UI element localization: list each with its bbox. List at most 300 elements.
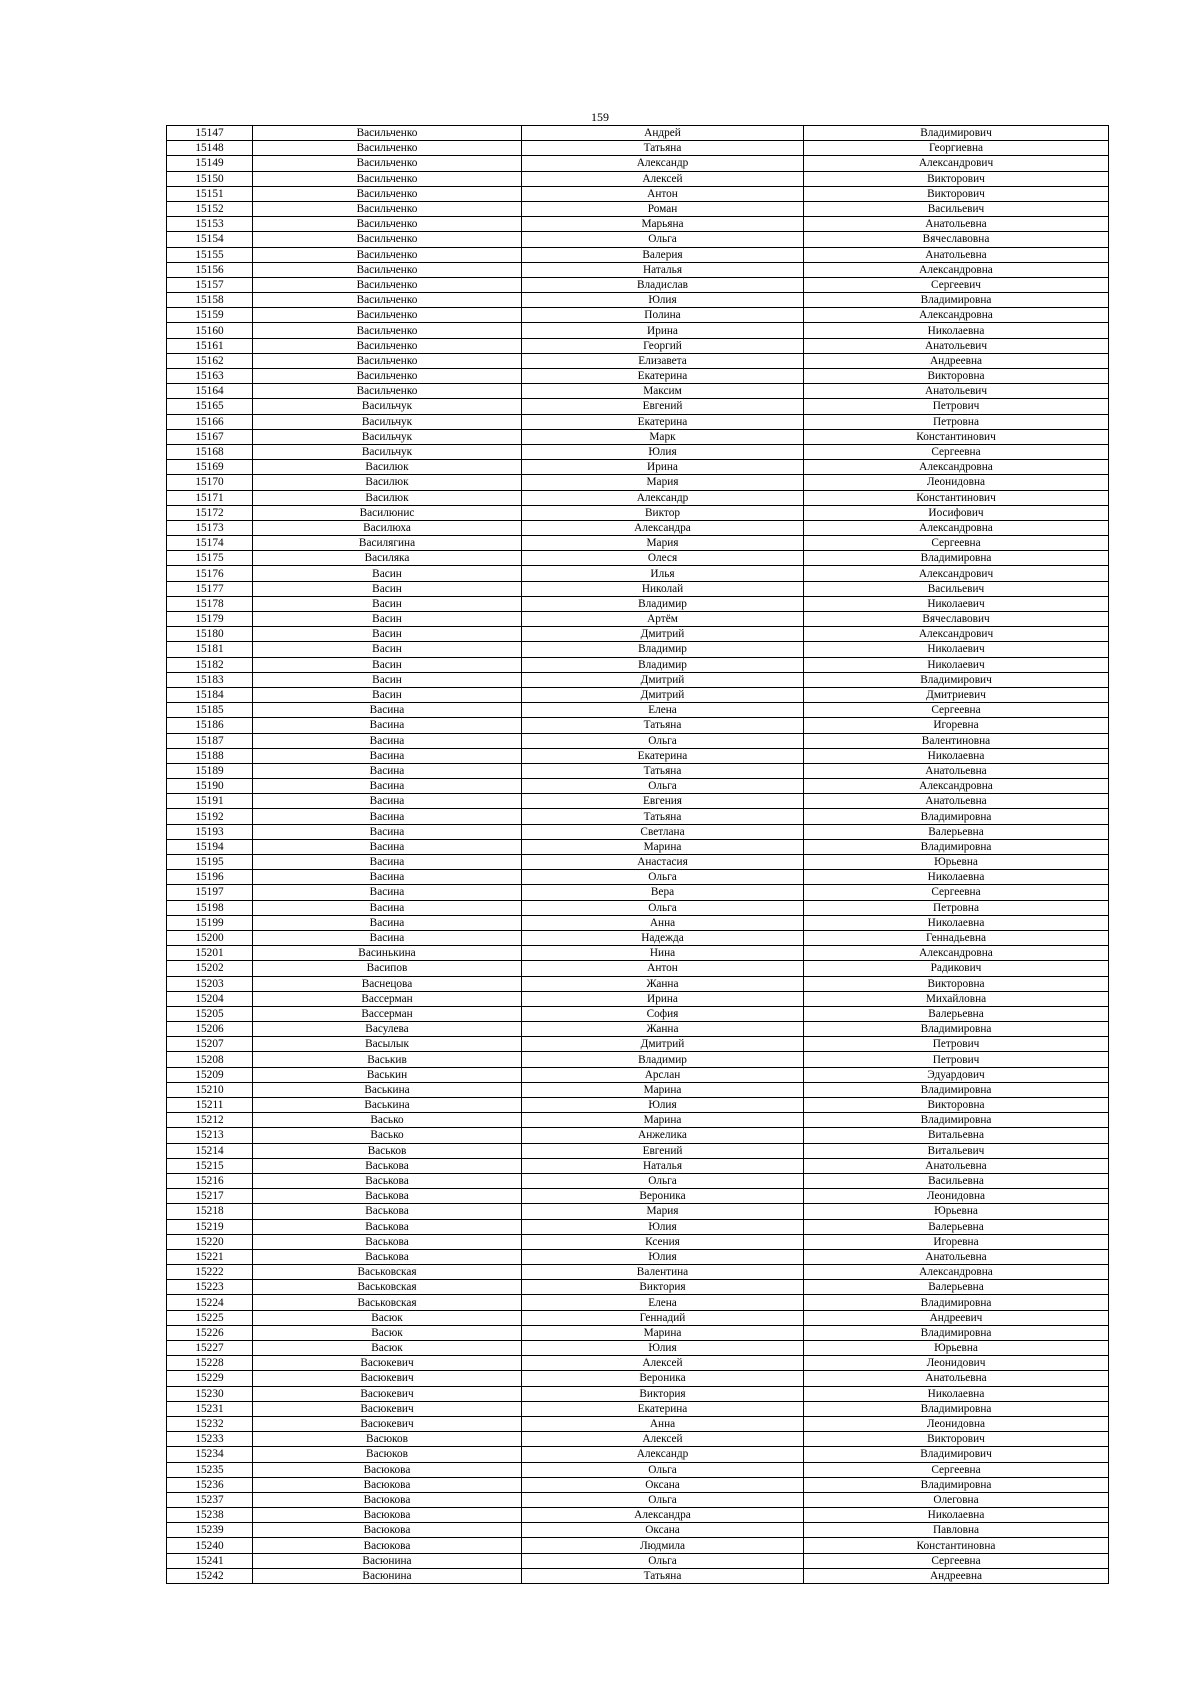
last-name-cell: Васильченко	[253, 353, 522, 368]
patronymic-cell: Юрьевна	[804, 855, 1109, 870]
last-name-cell: Васильченко	[253, 201, 522, 216]
first-name-cell: Евгений	[522, 399, 804, 414]
patronymic-cell: Петрович	[804, 1037, 1109, 1052]
record-number-cell: 15176	[167, 566, 253, 581]
table-row	[167, 1098, 1109, 1113]
first-name-cell: Георгий	[522, 338, 804, 353]
patronymic-cell: Владимировна	[804, 1022, 1109, 1037]
first-name-cell: Марьяна	[522, 217, 804, 232]
patronymic-cell: Викторович	[804, 1432, 1109, 1447]
record-number-cell: 15165	[167, 399, 253, 414]
patronymic-cell: Николаевич	[804, 596, 1109, 611]
record-number-cell: 15239	[167, 1523, 253, 1538]
record-number-cell: 15198	[167, 900, 253, 915]
table-row	[167, 1386, 1109, 1401]
record-number-cell: 15171	[167, 490, 253, 505]
last-name-cell: Вассерман	[253, 991, 522, 1006]
record-number-cell: 15238	[167, 1508, 253, 1523]
first-name-cell: Людмила	[522, 1538, 804, 1553]
patronymic-cell: Сергеевна	[804, 885, 1109, 900]
first-name-cell: Марина	[522, 839, 804, 854]
record-number-cell: 15186	[167, 718, 253, 733]
table-row	[167, 991, 1109, 1006]
table-row	[167, 217, 1109, 232]
last-name-cell: Васько	[253, 1128, 522, 1143]
table-row	[167, 262, 1109, 277]
patronymic-cell: Викторовна	[804, 369, 1109, 384]
patronymic-cell: Александровна	[804, 262, 1109, 277]
first-name-cell: Александра	[522, 520, 804, 535]
record-number-cell: 15179	[167, 612, 253, 627]
record-number-cell: 15164	[167, 384, 253, 399]
record-number-cell: 15162	[167, 353, 253, 368]
first-name-cell: Ольга	[522, 1173, 804, 1188]
record-number-cell: 15172	[167, 505, 253, 520]
patronymic-cell: Александрович	[804, 627, 1109, 642]
record-number-cell: 15232	[167, 1416, 253, 1431]
first-name-cell: Дмитрий	[522, 672, 804, 687]
record-number-cell: 15189	[167, 763, 253, 778]
table-row	[167, 718, 1109, 733]
record-number-cell: 15206	[167, 1022, 253, 1037]
table-row	[167, 1568, 1109, 1583]
patronymic-cell: Витальевна	[804, 1128, 1109, 1143]
record-number-cell: 15153	[167, 217, 253, 232]
record-number-cell: 15229	[167, 1371, 253, 1386]
patronymic-cell: Петровна	[804, 414, 1109, 429]
patronymic-cell: Владимировна	[804, 293, 1109, 308]
patronymic-cell: Сергеевич	[804, 277, 1109, 292]
last-name-cell: Васильченко	[253, 232, 522, 247]
last-name-cell: Васьковская	[253, 1295, 522, 1310]
patronymic-cell: Викторович	[804, 186, 1109, 201]
patronymic-cell: Николаевич	[804, 642, 1109, 657]
patronymic-cell: Константинович	[804, 490, 1109, 505]
table-row	[167, 779, 1109, 794]
first-name-cell: Николай	[522, 581, 804, 596]
record-number-cell: 15202	[167, 961, 253, 976]
table-row	[167, 1462, 1109, 1477]
table-row	[167, 672, 1109, 687]
patronymic-cell: Анатольевна	[804, 1249, 1109, 1264]
table-row	[167, 1508, 1109, 1523]
first-name-cell: Александр	[522, 1447, 804, 1462]
last-name-cell: Васькова	[253, 1189, 522, 1204]
last-name-cell: Васин	[253, 642, 522, 657]
record-number-cell: 15224	[167, 1295, 253, 1310]
record-number-cell: 15175	[167, 551, 253, 566]
last-name-cell: Васюнина	[253, 1568, 522, 1583]
last-name-cell: Васьковская	[253, 1280, 522, 1295]
last-name-cell: Васюкова	[253, 1462, 522, 1477]
last-name-cell: Васюкевич	[253, 1401, 522, 1416]
patronymic-cell: Владимировна	[804, 1113, 1109, 1128]
first-name-cell: Виктория	[522, 1280, 804, 1295]
last-name-cell: Васнецова	[253, 976, 522, 991]
table-row	[167, 1128, 1109, 1143]
last-name-cell: Васюкова	[253, 1538, 522, 1553]
record-number-cell: 15195	[167, 855, 253, 870]
table-row	[167, 141, 1109, 156]
first-name-cell: Ирина	[522, 991, 804, 1006]
patronymic-cell: Иосифович	[804, 505, 1109, 520]
last-name-cell: Васильчук	[253, 399, 522, 414]
record-number-cell: 15149	[167, 156, 253, 171]
first-name-cell: Виктор	[522, 505, 804, 520]
first-name-cell: Алексей	[522, 1356, 804, 1371]
table-row	[167, 642, 1109, 657]
first-name-cell: Ольга	[522, 1492, 804, 1507]
first-name-cell: Татьяна	[522, 809, 804, 824]
patronymic-cell: Эдуардович	[804, 1067, 1109, 1082]
record-number-cell: 15185	[167, 703, 253, 718]
last-name-cell: Васильченко	[253, 338, 522, 353]
record-number-cell: 15158	[167, 293, 253, 308]
first-name-cell: Юлия	[522, 293, 804, 308]
patronymic-cell: Сергеевна	[804, 703, 1109, 718]
last-name-cell: Васильченко	[253, 369, 522, 384]
record-number-cell: 15215	[167, 1158, 253, 1173]
last-name-cell: Васулева	[253, 1022, 522, 1037]
record-number-cell: 15196	[167, 870, 253, 885]
first-name-cell: Светлана	[522, 824, 804, 839]
record-number-cell: 15227	[167, 1341, 253, 1356]
table-row	[167, 1432, 1109, 1447]
last-name-cell: Васина	[253, 763, 522, 778]
table-row	[167, 1401, 1109, 1416]
last-name-cell: Васильчук	[253, 444, 522, 459]
table-row	[167, 976, 1109, 991]
last-name-cell: Васькова	[253, 1204, 522, 1219]
last-name-cell: Васина	[253, 748, 522, 763]
table-row	[167, 915, 1109, 930]
first-name-cell: Анастасия	[522, 855, 804, 870]
first-name-cell: Александр	[522, 156, 804, 171]
table-row	[167, 1037, 1109, 1052]
last-name-cell: Васин	[253, 627, 522, 642]
last-name-cell: Васюк	[253, 1325, 522, 1340]
last-name-cell: Васькина	[253, 1082, 522, 1097]
table-row	[167, 186, 1109, 201]
patronymic-cell: Павловна	[804, 1523, 1109, 1538]
first-name-cell: Александр	[522, 490, 804, 505]
last-name-cell: Васин	[253, 612, 522, 627]
last-name-cell: Василяка	[253, 551, 522, 566]
record-number-cell: 15188	[167, 748, 253, 763]
record-number-cell: 15240	[167, 1538, 253, 1553]
first-name-cell: Юлия	[522, 1341, 804, 1356]
first-name-cell: Антон	[522, 186, 804, 201]
registry-body	[167, 126, 1109, 1584]
record-number-cell: 15213	[167, 1128, 253, 1143]
patronymic-cell: Александрович	[804, 156, 1109, 171]
table-row	[167, 946, 1109, 961]
last-name-cell: Васильченко	[253, 171, 522, 186]
last-name-cell: Васько	[253, 1113, 522, 1128]
last-name-cell: Васькив	[253, 1052, 522, 1067]
record-number-cell: 15214	[167, 1143, 253, 1158]
first-name-cell: Анна	[522, 915, 804, 930]
table-row	[167, 1310, 1109, 1325]
table-row	[167, 277, 1109, 292]
record-number-cell: 15160	[167, 323, 253, 338]
patronymic-cell: Георгиевна	[804, 141, 1109, 156]
table-row	[167, 353, 1109, 368]
table-row	[167, 1189, 1109, 1204]
record-number-cell: 15193	[167, 824, 253, 839]
last-name-cell: Васин	[253, 596, 522, 611]
record-number-cell: 15223	[167, 1280, 253, 1295]
record-number-cell: 15159	[167, 308, 253, 323]
table-row	[167, 1553, 1109, 1568]
first-name-cell: Марина	[522, 1325, 804, 1340]
table-row	[167, 687, 1109, 702]
last-name-cell: Васюкова	[253, 1477, 522, 1492]
table-row	[167, 839, 1109, 854]
patronymic-cell: Владимировна	[804, 1477, 1109, 1492]
last-name-cell: Васина	[253, 809, 522, 824]
table-row	[167, 520, 1109, 535]
record-number-cell: 15219	[167, 1219, 253, 1234]
patronymic-cell: Леонидовна	[804, 1189, 1109, 1204]
table-row	[167, 1234, 1109, 1249]
record-number-cell: 15151	[167, 186, 253, 201]
patronymic-cell: Николаевна	[804, 1508, 1109, 1523]
last-name-cell: Василюк	[253, 490, 522, 505]
table-row	[167, 475, 1109, 490]
last-name-cell: Васин	[253, 581, 522, 596]
first-name-cell: Валерия	[522, 247, 804, 262]
patronymic-cell: Валерьевна	[804, 1006, 1109, 1021]
last-name-cell: Васильченко	[253, 217, 522, 232]
table-row	[167, 308, 1109, 323]
patronymic-cell: Олеговна	[804, 1492, 1109, 1507]
first-name-cell: Оксана	[522, 1477, 804, 1492]
table-row	[167, 1006, 1109, 1021]
first-name-cell: Ольга	[522, 779, 804, 794]
first-name-cell: Марина	[522, 1113, 804, 1128]
first-name-cell: Владимир	[522, 596, 804, 611]
first-name-cell: Надежда	[522, 930, 804, 945]
last-name-cell: Васина	[253, 703, 522, 718]
first-name-cell: Мария	[522, 1204, 804, 1219]
patronymic-cell: Валентиновна	[804, 733, 1109, 748]
table-row	[167, 855, 1109, 870]
patronymic-cell: Анатольевич	[804, 338, 1109, 353]
last-name-cell: Васюкевич	[253, 1356, 522, 1371]
first-name-cell: Дмитрий	[522, 1037, 804, 1052]
table-row	[167, 1265, 1109, 1280]
first-name-cell: Валентина	[522, 1265, 804, 1280]
table-row	[167, 171, 1109, 186]
record-number-cell: 15200	[167, 930, 253, 945]
last-name-cell: Васильченко	[253, 293, 522, 308]
first-name-cell: Вероника	[522, 1371, 804, 1386]
first-name-cell: Вера	[522, 885, 804, 900]
patronymic-cell: Игоревна	[804, 718, 1109, 733]
table-row	[167, 1280, 1109, 1295]
patronymic-cell: Александровна	[804, 779, 1109, 794]
table-row	[167, 930, 1109, 945]
record-number-cell: 15163	[167, 369, 253, 384]
last-name-cell: Васюкова	[253, 1523, 522, 1538]
first-name-cell: Елена	[522, 1295, 804, 1310]
patronymic-cell: Геннадьевна	[804, 930, 1109, 945]
last-name-cell: Василюнис	[253, 505, 522, 520]
record-number-cell: 15192	[167, 809, 253, 824]
record-number-cell: 15161	[167, 338, 253, 353]
table-row	[167, 1082, 1109, 1097]
table-row	[167, 384, 1109, 399]
patronymic-cell: Николаевна	[804, 870, 1109, 885]
table-row	[167, 293, 1109, 308]
last-name-cell: Васин	[253, 566, 522, 581]
patronymic-cell: Владимировна	[804, 1295, 1109, 1310]
last-name-cell: Васюкова	[253, 1492, 522, 1507]
table-row	[167, 1371, 1109, 1386]
first-name-cell: София	[522, 1006, 804, 1021]
patronymic-cell: Владимировна	[804, 1082, 1109, 1097]
patronymic-cell: Валерьевна	[804, 824, 1109, 839]
first-name-cell: Наталья	[522, 1158, 804, 1173]
record-number-cell: 15209	[167, 1067, 253, 1082]
table-row	[167, 323, 1109, 338]
table-row	[167, 460, 1109, 475]
patronymic-cell: Константинович	[804, 429, 1109, 444]
first-name-cell: Олеся	[522, 551, 804, 566]
first-name-cell: Оксана	[522, 1523, 804, 1538]
record-number-cell: 15218	[167, 1204, 253, 1219]
last-name-cell: Васюкевич	[253, 1416, 522, 1431]
patronymic-cell: Александрович	[804, 566, 1109, 581]
first-name-cell: Вероника	[522, 1189, 804, 1204]
first-name-cell: Мария	[522, 536, 804, 551]
record-number-cell: 15184	[167, 687, 253, 702]
record-number-cell: 15157	[167, 277, 253, 292]
table-row	[167, 703, 1109, 718]
last-name-cell: Васьков	[253, 1143, 522, 1158]
last-name-cell: Васина	[253, 915, 522, 930]
last-name-cell: Васина	[253, 718, 522, 733]
first-name-cell: Роман	[522, 201, 804, 216]
record-number-cell: 15154	[167, 232, 253, 247]
record-number-cell: 15208	[167, 1052, 253, 1067]
patronymic-cell: Витальевич	[804, 1143, 1109, 1158]
table-row	[167, 763, 1109, 778]
patronymic-cell: Валерьевна	[804, 1280, 1109, 1295]
first-name-cell: Елизавета	[522, 353, 804, 368]
last-name-cell: Васюкевич	[253, 1371, 522, 1386]
record-number-cell: 15235	[167, 1462, 253, 1477]
record-number-cell: 15169	[167, 460, 253, 475]
patronymic-cell: Андреевна	[804, 1568, 1109, 1583]
record-number-cell: 15211	[167, 1098, 253, 1113]
record-number-cell: 15221	[167, 1249, 253, 1264]
first-name-cell: Татьяна	[522, 718, 804, 733]
record-number-cell: 15173	[167, 520, 253, 535]
first-name-cell: Екатерина	[522, 1401, 804, 1416]
table-row	[167, 1052, 1109, 1067]
table-row	[167, 885, 1109, 900]
patronymic-cell: Александровна	[804, 520, 1109, 535]
patronymic-cell: Николаевич	[804, 657, 1109, 672]
last-name-cell: Васина	[253, 733, 522, 748]
patronymic-cell: Анатольевна	[804, 247, 1109, 262]
first-name-cell: Екатерина	[522, 748, 804, 763]
patronymic-cell: Николаевна	[804, 915, 1109, 930]
table-row	[167, 369, 1109, 384]
table-row	[167, 444, 1109, 459]
first-name-cell: Ирина	[522, 323, 804, 338]
table-row	[167, 414, 1109, 429]
table-row	[167, 1325, 1109, 1340]
last-name-cell: Васюнина	[253, 1553, 522, 1568]
table-row	[167, 1447, 1109, 1462]
record-number-cell: 15177	[167, 581, 253, 596]
record-number-cell: 15220	[167, 1234, 253, 1249]
table-row	[167, 596, 1109, 611]
name-registry-table	[166, 125, 1109, 1584]
table-row	[167, 733, 1109, 748]
record-number-cell: 15170	[167, 475, 253, 490]
record-number-cell: 15228	[167, 1356, 253, 1371]
patronymic-cell: Анатольевна	[804, 1158, 1109, 1173]
first-name-cell: Илья	[522, 566, 804, 581]
first-name-cell: Максим	[522, 384, 804, 399]
patronymic-cell: Владимировна	[804, 839, 1109, 854]
patronymic-cell: Анатольевна	[804, 217, 1109, 232]
last-name-cell: Васюкова	[253, 1508, 522, 1523]
patronymic-cell: Александровна	[804, 1265, 1109, 1280]
first-name-cell: Нина	[522, 946, 804, 961]
patronymic-cell: Радикович	[804, 961, 1109, 976]
patronymic-cell: Вячеславовна	[804, 232, 1109, 247]
last-name-cell: Васина	[253, 870, 522, 885]
first-name-cell: Ольга	[522, 1462, 804, 1477]
first-name-cell: Марина	[522, 1082, 804, 1097]
record-number-cell: 15199	[167, 915, 253, 930]
first-name-cell: Владимир	[522, 657, 804, 672]
patronymic-cell: Леонидович	[804, 1356, 1109, 1371]
patronymic-cell: Анатольевна	[804, 794, 1109, 809]
last-name-cell: Васинькина	[253, 946, 522, 961]
patronymic-cell: Андреевна	[804, 353, 1109, 368]
record-number-cell: 15187	[167, 733, 253, 748]
table-row	[167, 1492, 1109, 1507]
last-name-cell: Васильченко	[253, 384, 522, 399]
record-number-cell: 15174	[167, 536, 253, 551]
record-number-cell: 15205	[167, 1006, 253, 1021]
patronymic-cell: Сергеевна	[804, 536, 1109, 551]
last-name-cell: Васина	[253, 900, 522, 915]
last-name-cell: Васильчук	[253, 414, 522, 429]
patronymic-cell: Николаевна	[804, 1386, 1109, 1401]
record-number-cell: 15148	[167, 141, 253, 156]
patronymic-cell: Сергеевна	[804, 444, 1109, 459]
first-name-cell: Артём	[522, 612, 804, 627]
table-row	[167, 612, 1109, 627]
record-number-cell: 15204	[167, 991, 253, 1006]
last-name-cell: Васькова	[253, 1158, 522, 1173]
first-name-cell: Татьяна	[522, 1568, 804, 1583]
page-number: 159	[591, 110, 609, 124]
first-name-cell: Александра	[522, 1508, 804, 1523]
table-row	[167, 870, 1109, 885]
record-number-cell: 15152	[167, 201, 253, 216]
record-number-cell: 15183	[167, 672, 253, 687]
patronymic-cell: Викторовна	[804, 1098, 1109, 1113]
patronymic-cell: Сергеевна	[804, 1553, 1109, 1568]
